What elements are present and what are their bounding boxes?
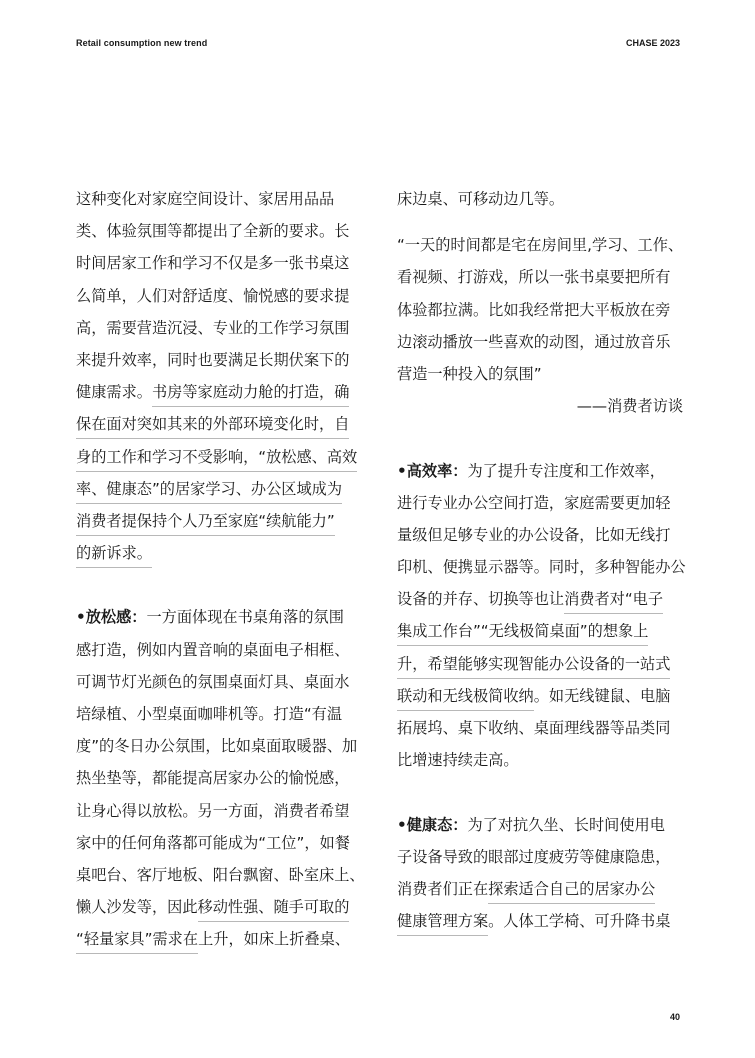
paragraph-gap (397, 776, 687, 808)
underlined-highlight: 移动性强、随手可取的 (198, 898, 350, 922)
text-line (397, 648, 687, 680)
text-line (76, 891, 366, 923)
text-span: 消费者们正在 (397, 879, 489, 898)
text-line (76, 441, 366, 473)
underlined-highlight: 探索适合自己的居家办公 (488, 880, 655, 904)
underlined-highlight: 联动和无线极简收纳 (397, 687, 534, 711)
quote-line: 边滚动播放一些喜欢的动图，通过放音乐 (397, 332, 671, 351)
text-span: 设备的并存、切换等也让 (397, 590, 565, 609)
text-line: 进行专业办公空间打造，家庭需要更加轻 (397, 493, 671, 512)
running-header-brand: CHASE 2023 (625, 38, 680, 48)
text-line (76, 408, 366, 440)
bullet-heading-efficiency: •高效率： (397, 461, 468, 480)
text-line: 时间居家工作和学习不仅是多一张书桌这 (76, 254, 350, 273)
paragraph-gap (76, 569, 366, 601)
text-line: 感打造，例如内置音响的桌面电子相框、 (76, 640, 350, 659)
text-line (76, 473, 366, 505)
underlined-highlight: 率、健康态”的居家学习、办公区域成为 (76, 480, 342, 504)
text-line: 拓展坞、桌下收纳、桌面理线器等品类同 (397, 719, 671, 737)
text-line (397, 455, 687, 487)
text-line: 量级但足够专业的办公设备，比如无线打 (397, 525, 671, 544)
text-line (397, 905, 687, 937)
quote-line: “一天的时间都是宅在房间里,学习、工作、 (397, 236, 684, 255)
bullet-heading-health: •健康态： (397, 815, 468, 834)
underlined-highlight: 升，希望能够实现智能办公设备的一站式 (397, 655, 670, 679)
text-line (76, 376, 366, 408)
text-line (397, 809, 687, 841)
text-line (397, 680, 687, 712)
text-span: 上升，如床上折叠桌、 (198, 930, 350, 949)
underlined-highlight: 健康管理方案 (397, 912, 488, 936)
text-line (76, 505, 366, 537)
text-line: 比增速持续走高。 (397, 751, 519, 770)
quote-line: 体验都拉满。比如我经常把大平板放在旁 (397, 300, 671, 319)
underlined-highlight: 消费者对“电子 (564, 590, 663, 614)
text-span: 。如无线键鼠、电脑 (533, 686, 671, 705)
text-line (76, 537, 366, 569)
underlined-highlight: 身的工作和学习不受影响，“放松感、高效 (76, 448, 357, 472)
text-line: 类、体验氛围等都提出了全新的要求。长 (76, 222, 350, 241)
text-line: 热坐垫等，都能提高居家办公的愉悦感， (76, 769, 350, 788)
text-line: 让身心得以放松。另一方面，消费者希望 (76, 801, 350, 820)
underlined-highlight: 集成工作台”“无线极简桌面”的想象上 (397, 622, 648, 646)
text-line: 子设备导致的眼部过度疲劳等健康隐患， (397, 847, 671, 866)
quote-attribution: ——消费者访谈 (576, 397, 683, 416)
text-span: 懒人沙发等，因此 (76, 898, 198, 917)
text-line: 可调节灯光颜色的氛围桌面灯具、桌面水 (76, 672, 350, 691)
paragraph-gap (397, 215, 687, 229)
running-header-title: Retail consumption new trend (76, 38, 208, 48)
underlined-highlight: 书房等家庭动力舱的打造，确 (152, 383, 349, 407)
text-line: 么简单，人们对舒适度、愉悦感的要求提 (76, 286, 350, 305)
left-column (76, 183, 366, 956)
underlined-highlight: 消费者提保持个人乃至家庭“续航能力” (76, 512, 335, 536)
text-line: 印机、便携显示器等。同时，多种智能办公 (397, 558, 686, 577)
text-line (76, 601, 366, 633)
text-span: 为了提升专注度和工作效率， (467, 461, 665, 480)
text-span: 健康需求。 (76, 383, 152, 402)
text-span: 一方面体现在书桌角落的氛围 (146, 608, 344, 627)
quote-line: 营造一种投入的氛围” (397, 364, 542, 383)
text-line: 高，需要营造沉浸、专业的工作学习氛围 (76, 318, 350, 337)
text-line: 家中的任何角落都可能成为“工位”，如餐 (76, 833, 350, 852)
text-line (397, 873, 687, 905)
text-line: 桌吧台、客厅地板、阳台飘窗、卧室床上、 (76, 865, 365, 884)
underlined-highlight: “轻量家具”需求在 (76, 930, 198, 954)
text-span: 。人体工学椅、可升降书桌 (488, 912, 671, 931)
page-number: 40 (669, 1012, 680, 1022)
text-line (76, 923, 366, 955)
quote-line: 看视频、打游戏，所以一张书桌要把所有 (397, 268, 671, 287)
paragraph-gap (397, 422, 687, 454)
bullet-heading-relax: •放松感： (76, 608, 147, 627)
text-line: 床边桌、可移动边几等。 (397, 190, 565, 208)
text-line: 度”的冬日办公氛围，比如桌面取暖器、加 (76, 737, 358, 756)
text-line (397, 615, 687, 647)
right-column (397, 183, 687, 937)
text-line: 来提升效率，同时也要满足长期伏案下的 (76, 350, 350, 369)
text-line: 这种变化对家庭空间设计、家居用品品 (76, 190, 335, 208)
text-line: 培绿植、小型桌面咖啡机等。打造“有温 (76, 705, 343, 723)
text-line (397, 583, 687, 615)
underlined-highlight: 的新诉求。 (76, 544, 152, 568)
text-span: 为了对抗久坐、长时间使用电 (467, 815, 665, 834)
underlined-highlight: 保在面对突如其来的外部环境变化时，自 (76, 415, 349, 439)
